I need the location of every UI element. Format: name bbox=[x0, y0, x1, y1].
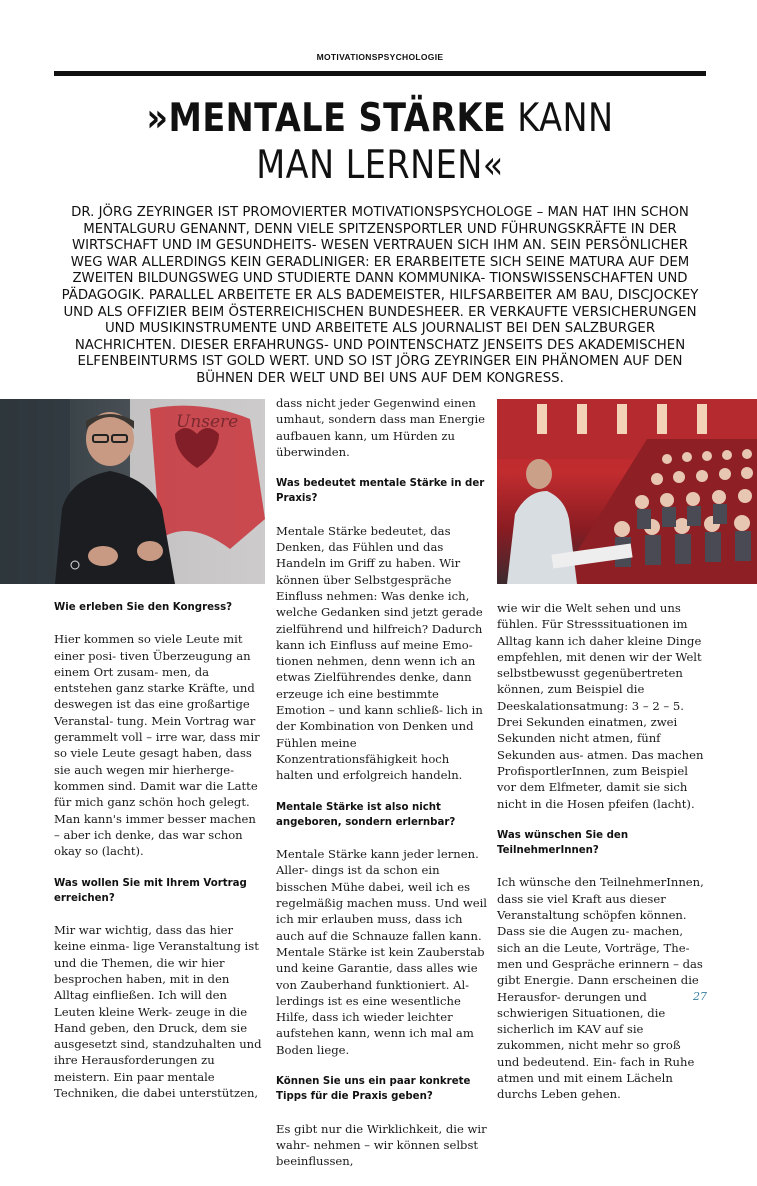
question-heading: Was wollen Sie mit Ihrem Vortrag erreichen? bbox=[54, 877, 247, 904]
question-heading: Wie erleben Sie den Kongress? bbox=[54, 602, 233, 613]
question-heading: Können Sie uns ein paar konkrete Tipps für die Praxis geben? bbox=[276, 1076, 471, 1103]
header-rule bbox=[54, 71, 706, 76]
question-heading: Was wünschen Sie den TeilnehmerInnen? bbox=[497, 830, 629, 857]
answer-paragraph: Hier kommen so viele Leute mit einer posi- tiven Überzeugung an einem Ort zusam- men, da entstehen ganz starke Kräfte, und deswegen ist das eine großartige Veranstal- tung. Mein Vortrag war gerammelt voll – irre war, dass mir so viele Leute gesagt haben, dass sie auch wegen mir hierherge- kommen sind. Damit war die Latte für mich ganz schön hoch gelegt. Man kann's immer besser machen – aber ich denke, das war schon okay so (lacht). bbox=[54, 632, 260, 859]
audience-photo-graphic bbox=[497, 399, 757, 584]
answer-paragraph: Es gibt nur die Wirklichkeit, die wir wahr- nehmen – wir können selbst beeinflussen, bbox=[276, 1121, 487, 1169]
answer-paragraph: Ich wünsche den TeilnehmerInnen, dass sie viel Kraft aus dieser Veranstaltung schöpfen können. Dass sie die Augen zu- machen, sich an die Leute, Vorträge, The- men und Gespräche erinnern – das gibt Energie. Dann erscheinen die Herausfor- derungen und schwierigen Situationen, die sicherlich im KAV auf sie zukommen, nicht mehr so groß und bedeutend. Ein- fach in Ruhe atmen und mit einem Lächeln durchs Leben gehen. bbox=[497, 875, 704, 1102]
headline-bold: »MENTALE STÄRKE bbox=[146, 96, 507, 141]
answer-paragraph: Mentale Stärke bedeutet, das Denken, das Fühlen und das Handeln im Griff zu haben. Wir können über Selbstgespräche Einfluss nehmen: Was denke ich, welche Gedanken sind jetzt gerade zielführend und hilfreich? Dadurch kann ich Einfluss auf meine Emo- tionen nehmen, denn wenn ich an etwas Zielführendes denke, dann erzeuge ich eine bestimmte Emotion – und kann schließ- lich in der Kombination von Denken und Fühlen meine Konzentrationsfähigkeit hoch halten und erfolgreich handeln. bbox=[276, 523, 483, 783]
headline-line-2: MAN LERNEN« bbox=[256, 143, 504, 188]
answer-paragraph: Mentale Stärke kann jeder lernen. Aller- dings ist da schon ein bisschen Mühe dabei, weil ich es regelmäßig machen muss. Und weil ich mir erlauben muss, dass ich auch auf die Schnauze fallen kann. Mentale Stärke ist kein Zauberstab und keine Garantie, dass alles wie von Zauberhand funktioniert. Al- lerdings ist es eine wesentliche Hilfe, dass ich wieder leichter aufstehen kann, wenn ich mal am Boden liege. bbox=[276, 847, 488, 1057]
headline-line-1 bbox=[100, 95, 661, 142]
svg-text:Unsere: Unsere bbox=[176, 412, 239, 432]
audience-photo bbox=[497, 399, 757, 584]
question-heading: Mentale Stärke ist also nicht angeboren, sondern erlernbar? bbox=[276, 801, 456, 828]
lead-paragraph: DR. JÖRG ZEYRINGER IST PROMOVIERTER MOTIVATIONSPSYCHOLOGE – MAN HAT IHN SCHON MENTALGURU GENANNT, DENN VIELE SPITZENSPORTLER UND FÜHRUNGSKRÄFTE IN DER WIRTSCHAFT UND IM GESUNDHEITS- WESEN VERTRAUEN SICH IHM AN. SEIN PERSÖNLICHER WEG WAR ALLERDINGS KEIN GERADLINIGER: ER ERARBEITETE SICH SEINE MATURA AUF DEM ZWEITEN BILDUNGSWEG UND STUDIERTE DANN KOMMUNIKA- TIONSWISSENSCHAFTEN UND PÄDAGOGIK. PARALLEL ARBEITETE ER ALS BADEMEISTER, HILFSARBEITER AM BAU, DISCJOCKEY UND ALS OFFIZIER BEIM ÖSTERREICHISCHEN BUNDESHEER. ER VERKAUFTE VERSICHERUNGEN UND MUSIKINSTRUMENTE UND ARBEITETE ALS JOURNALIST BEI DEN SALZBURGER NACHRICHTEN. DIESER ERFAHRUNGS- UND POINTENSCHATZ JENSEITS DES AKADEMISCHEN ELFENBEINTURMS IST GOLD WERT. UND SO IST JÖRG ZEYRINGER EIN PHÄNOMEN AUF DEN BÜHNEN DER WELT UND BEI UNS AUF DEM KONGRESS. bbox=[61, 205, 699, 386]
page-number: 27 bbox=[693, 990, 707, 1003]
headline bbox=[100, 95, 661, 189]
text-column-2 bbox=[276, 395, 487, 1186]
text-column-1 bbox=[54, 600, 264, 1118]
answer-paragraph: dass nicht jeder Gegenwind einen umhaut, sondern dass man Energie aufbauen kann, um Hürden zu überwinden. bbox=[276, 396, 486, 459]
text-column-3 bbox=[497, 600, 706, 1119]
headline-rest: KANN bbox=[506, 96, 614, 141]
speaker-photo-graphic bbox=[0, 399, 265, 584]
answer-paragraph: wie wir die Welt sehen und uns fühlen. Für Stresssituationen im Alltag kann ich daher kleine Dinge empfehlen, mit denen wir der Welt selbstbewusst gegenübertreten können, zum Beispiel die Deeskalationsatmung: 3 – 2 – 5. Drei Sekunden einatmen, zwei Sekunden nicht atmen, fünf Sekunden aus- atmen. Das machen ProfisportlerInnen, zum Beispiel vor dem Elfmeter, damit sie sich nicht in die Hosen pfeifen (lacht). bbox=[497, 601, 704, 811]
question-heading: Was bedeutet mentale Stärke in der Praxis? bbox=[276, 478, 485, 505]
section-kicker: MOTIVATIONSPSYCHOLOGIE bbox=[316, 52, 444, 62]
answer-paragraph: Mir war wichtig, dass das hier keine einma- lige Veranstaltung ist und die Themen, die wir hier besprochen haben, mit in den Alltag einfließen. Ich will den Leuten kleine Werk- zeuge in die Hand geben, den Druck, dem sie ausgesetzt sind, standzuhalten und ihre Herausforderungen zu meistern. Ein paar mentale Techniken, die dabei unterstützen, bbox=[54, 923, 262, 1101]
speaker-photo bbox=[0, 399, 265, 584]
